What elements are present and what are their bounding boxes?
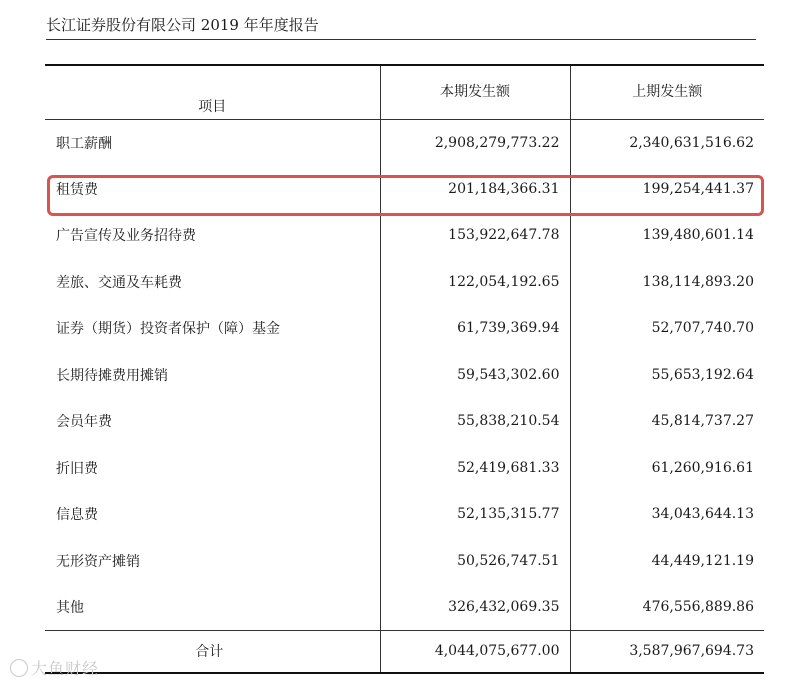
row-previous-value: 199,254,441.37 bbox=[570, 166, 764, 213]
table-row bbox=[45, 305, 764, 352]
table-row bbox=[45, 584, 764, 631]
row-current-value: 52,419,681.33 bbox=[380, 445, 570, 492]
row-item-label: 差旅、交通及车耗费 bbox=[56, 274, 182, 291]
row-previous-value: 55,653,192.64 bbox=[570, 352, 764, 399]
row-current-value: 50,526,747.51 bbox=[380, 538, 570, 585]
watermark-logo-icon bbox=[10, 659, 28, 677]
report-header: 长江证券股份有限公司 2019 年年度报告 bbox=[46, 14, 756, 40]
total-row bbox=[45, 631, 764, 673]
table-row bbox=[45, 538, 764, 585]
row-current-value: 122,054,192.65 bbox=[380, 259, 570, 306]
column-header-item: 项目 bbox=[45, 65, 380, 119]
watermark-text: 大鱼财经 bbox=[31, 659, 100, 678]
row-current-value: 2,908,279,773.22 bbox=[380, 119, 570, 166]
total-label: 合计 bbox=[45, 631, 380, 673]
row-previous-value: 45,814,737.27 bbox=[570, 398, 764, 445]
table-row bbox=[45, 491, 764, 538]
expense-table bbox=[45, 64, 764, 674]
row-previous-value: 44,449,121.19 bbox=[570, 538, 764, 585]
row-item-label: 租赁费 bbox=[56, 181, 98, 198]
row-current-value: 59,543,302.60 bbox=[380, 352, 570, 399]
row-current-value: 61,739,369.94 bbox=[380, 305, 570, 352]
row-item-label: 会员年费 bbox=[56, 414, 112, 431]
table-row bbox=[45, 212, 764, 259]
row-item-label: 广告宣传及业务招待费 bbox=[56, 228, 196, 245]
highlight-box-rent-row bbox=[47, 175, 764, 216]
row-previous-value: 61,260,916.61 bbox=[570, 445, 764, 492]
column-header-current-period: 本期发生额 bbox=[380, 65, 570, 119]
row-item-label: 职工薪酬 bbox=[56, 135, 112, 152]
row-current-value: 326,432,069.35 bbox=[380, 584, 570, 631]
row-current-value: 52,135,315.77 bbox=[380, 491, 570, 538]
row-item-label: 长期待摊费用摊销 bbox=[56, 367, 168, 384]
row-previous-value: 2,340,631,516.62 bbox=[570, 119, 764, 166]
row-previous-value: 138,114,893.20 bbox=[570, 259, 764, 306]
row-item-label: 证券（期货）投资者保护（障）基金 bbox=[56, 321, 280, 338]
row-item-label: 折旧费 bbox=[56, 460, 98, 477]
table-row bbox=[45, 119, 764, 166]
total-previous-value: 3,587,967,694.73 bbox=[570, 631, 764, 673]
row-previous-value: 52,707,740.70 bbox=[570, 305, 764, 352]
row-previous-value: 34,043,644.13 bbox=[570, 491, 764, 538]
table-row bbox=[45, 445, 764, 492]
expense-table-container bbox=[45, 64, 764, 674]
total-current-value: 4,044,075,677.00 bbox=[380, 631, 570, 673]
table-row bbox=[45, 259, 764, 306]
row-current-value: 201,184,366.31 bbox=[380, 166, 570, 213]
table-header-row bbox=[45, 65, 764, 119]
table-row bbox=[45, 398, 764, 445]
column-header-previous-period: 上期发生额 bbox=[570, 65, 764, 119]
row-current-value: 153,922,647.78 bbox=[380, 212, 570, 259]
row-item-label: 无形资产摊销 bbox=[56, 553, 140, 570]
row-previous-value: 476,556,889.86 bbox=[570, 584, 764, 631]
row-previous-value: 139,480,601.14 bbox=[570, 212, 764, 259]
row-item-label: 信息费 bbox=[56, 507, 98, 524]
watermark bbox=[6, 656, 99, 679]
table-row bbox=[45, 352, 764, 399]
row-item-label: 其他 bbox=[56, 600, 84, 616]
row-current-value: 55,838,210.54 bbox=[380, 398, 570, 445]
